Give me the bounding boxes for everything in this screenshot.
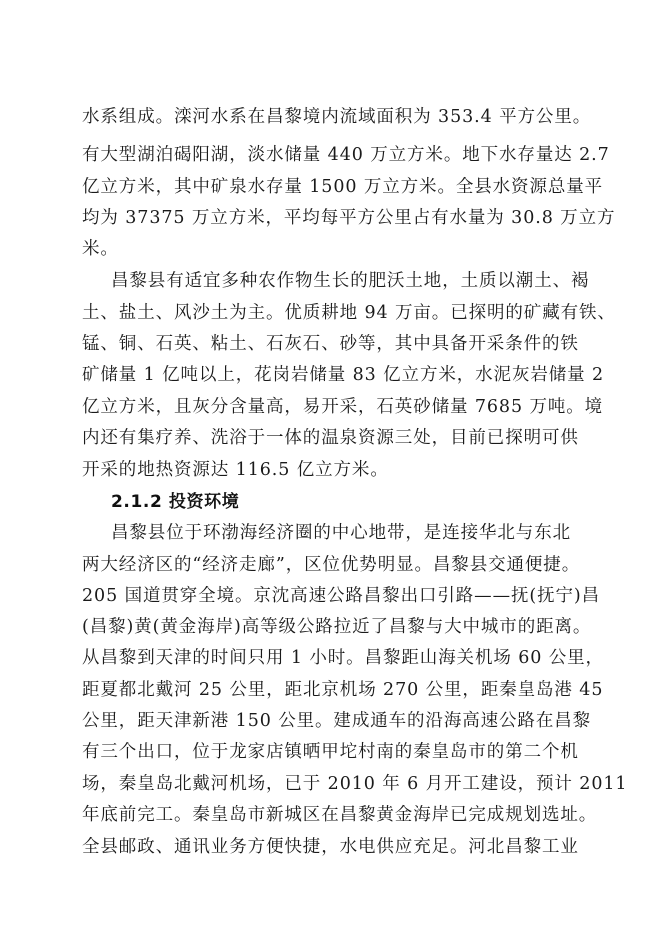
paragraph-line: 开采的地热资源达 116.5 亿立方米。 xyxy=(82,460,389,480)
paragraph-line: 亿立方米，其中矿泉水存量 1500 万立方米。全县水资源总量平 xyxy=(82,177,604,197)
paragraph-line: 两大经济区的“经济走廊”，区位优势明显。昌黎县交通便捷。 xyxy=(82,555,581,575)
paragraph-line: 距夏都北戴河 25 公里，距北京机场 270 公里，距秦皇岛港 45 xyxy=(82,680,604,700)
paragraph-line: 年底前完工。秦皇岛市新城区在昌黎黄金海岸已完成规划选址。 xyxy=(82,805,598,825)
paragraph-line: 从昌黎到天津的时间只用 1 小时。昌黎距山海关机场 60 公里， xyxy=(82,648,604,668)
paragraph-line: 有三个出口，位于龙家店镇晒甲坨村南的秦皇岛市的第二个机 xyxy=(82,742,579,762)
paragraph-line: 公里，距天津新港 150 公里。建成通车的沿海高速公路在昌黎 xyxy=(82,711,592,731)
section-heading: 2.1.2 投资环境 xyxy=(111,492,240,512)
paragraph-line: 场，秦皇岛北戴河机场，已于 2010 年 6 月开工建设，预计 2011 xyxy=(82,774,628,794)
paragraph-line: 内还有集疗养、洗浴于一体的温泉资源三处，目前已探明可供 xyxy=(82,428,579,448)
paragraph-line: 锰、铜、石英、粘土、石灰石、砂等，其中具备开采条件的铁 xyxy=(82,334,579,354)
paragraph-line: 水系组成。滦河水系在昌黎境内流域面积为 353.4 平方公里。 xyxy=(82,107,592,127)
paragraph-line: 205 国道贯穿全境。京沈高速公路昌黎出口引路——抚(抚宁)昌 xyxy=(82,586,601,606)
paragraph-line: 有大型湖泊碣阳湖，淡水储量 440 万立方米。地下水存量达 2.7 xyxy=(82,145,610,165)
paragraph-line: 矿储量 1 亿吨以上，花岗岩储量 83 亿立方米，水泥灰岩储量 2 xyxy=(82,365,605,385)
paragraph-line: 米。 xyxy=(82,239,119,259)
paragraph-line: 昌黎县位于环渤海经济圈的中心地带，是连接华北与东北 xyxy=(111,523,571,543)
paragraph-line: (昌黎)黄(黄金海岸)高等级公路拉近了昌黎与大中城市的距离。 xyxy=(82,617,592,637)
paragraph-line: 均为 37375 万立方米，平均每平方公里占有水量为 30.8 万立方 xyxy=(82,208,616,228)
paragraph-line: 昌黎县有适宜多种农作物生长的肥沃土地，土质以潮土、褐 xyxy=(111,271,590,291)
paragraph-line: 全县邮政、通讯业务方便快捷，水电供应充足。河北昌黎工业 xyxy=(82,837,579,857)
paragraph-line: 土、盐土、风沙土为主。优质耕地 94 万亩。已探明的矿藏有铁、 xyxy=(82,303,616,323)
paragraph-line: 亿立方米，且灰分含量高，易开采，石英砂储量 7685 万吨。境 xyxy=(82,397,604,417)
